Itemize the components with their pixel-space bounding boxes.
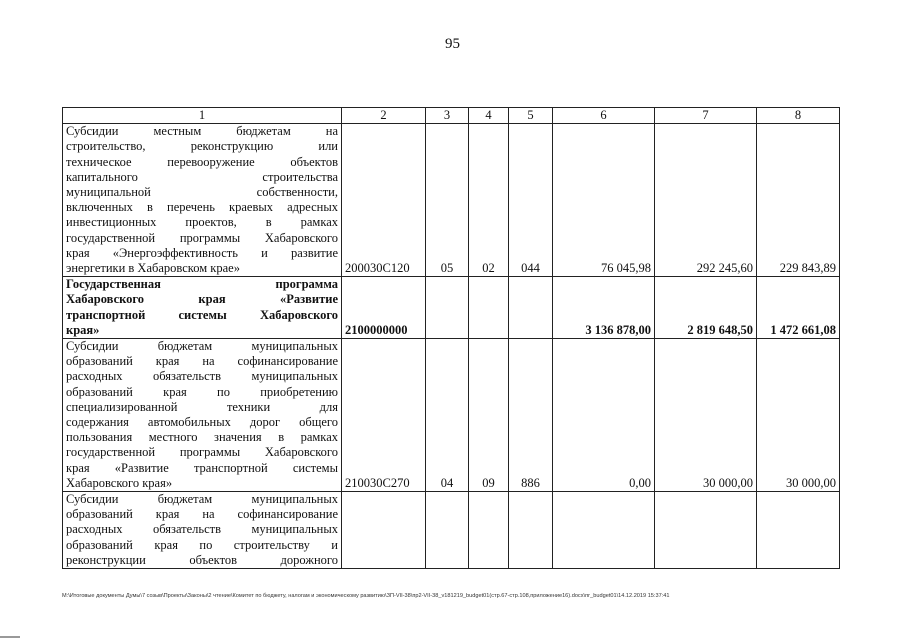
description-line: техническое перевооружение объектов bbox=[66, 154, 338, 169]
description-line: образований края на софинансирование bbox=[66, 507, 338, 522]
table-header-row bbox=[63, 108, 840, 124]
col-header-5: 5 bbox=[509, 108, 553, 124]
description-line: капитального строительства bbox=[66, 169, 338, 184]
description-line: Государственная программа bbox=[66, 277, 338, 292]
row-section: 04 bbox=[426, 339, 469, 492]
row-amount-col7 bbox=[655, 492, 757, 569]
row-amount-col8 bbox=[757, 492, 840, 569]
row-code bbox=[342, 492, 426, 569]
col-header-6: 6 bbox=[553, 108, 655, 124]
budget-table bbox=[62, 107, 840, 569]
col-header-2: 2 bbox=[342, 108, 426, 124]
col-header-7: 7 bbox=[655, 108, 757, 124]
page-edge-mark bbox=[0, 636, 20, 638]
row-amount-col7: 2 819 648,50 bbox=[655, 277, 757, 339]
row-amount-col6: 0,00 bbox=[553, 339, 655, 492]
row-subsection: 09 bbox=[469, 339, 509, 492]
row-description bbox=[63, 124, 342, 277]
table-row bbox=[63, 339, 840, 492]
description-line: государственной программы Хабаровского bbox=[66, 230, 338, 245]
description-line: Субсидии местным бюджетам на bbox=[66, 124, 338, 139]
description-line: расходных обязательств муниципальных bbox=[66, 369, 338, 384]
description-line: образований края по приобретению bbox=[66, 384, 338, 399]
row-description bbox=[63, 339, 342, 492]
description-line: края «Развитие транспортной системы bbox=[66, 460, 338, 475]
description-line: пользования местного значения в рамках bbox=[66, 430, 338, 445]
table-row bbox=[63, 124, 840, 277]
row-code: 200030С120 bbox=[342, 124, 426, 277]
row-expense-type bbox=[509, 277, 553, 339]
row-subsection bbox=[469, 277, 509, 339]
description-line: инвестиционных проектов, в рамках bbox=[66, 215, 338, 230]
description-line: транспортной системы Хабаровского bbox=[66, 307, 338, 322]
table-row bbox=[63, 277, 840, 339]
row-amount-col8: 1 472 661,08 bbox=[757, 277, 840, 339]
row-amount-col6 bbox=[553, 492, 655, 569]
col-header-3: 3 bbox=[426, 108, 469, 124]
col-header-1: 1 bbox=[63, 108, 342, 124]
table-row bbox=[63, 492, 840, 569]
col-header-8: 8 bbox=[757, 108, 840, 124]
description-line: государственной программы Хабаровского bbox=[66, 445, 338, 460]
file-path-footer: M:\Итоговые документы Думы\7 созыв\Проекты\Законы\2 чтение\Комитет по бюджету, налогам и экономическому развитию\ЗП-VII-38\пр2-VII-38_v181219_budget01(стр.67-стр.108,приложение16).docx\пг_budget01\14.12.2019 15:37:41 bbox=[62, 593, 670, 599]
row-expense-type bbox=[509, 492, 553, 569]
row-section: 05 bbox=[426, 124, 469, 277]
description-line: Хабаровского края «Развитие bbox=[66, 292, 338, 307]
description-line: края» bbox=[66, 322, 100, 337]
description-line: включенных в перечень краевых адресных bbox=[66, 200, 338, 215]
description-line: Субсидии бюджетам муниципальных bbox=[66, 339, 338, 354]
row-amount-col6: 3 136 878,00 bbox=[553, 277, 655, 339]
description-line: расходных обязательств муниципальных bbox=[66, 522, 338, 537]
row-section bbox=[426, 277, 469, 339]
description-line: образований края на софинансирование bbox=[66, 354, 338, 369]
row-description bbox=[63, 277, 342, 339]
row-expense-type: 044 bbox=[509, 124, 553, 277]
row-code: 2100000000 bbox=[342, 277, 426, 339]
row-subsection bbox=[469, 492, 509, 569]
description-line: Хабаровского края» bbox=[66, 475, 173, 490]
description-line: муниципальной собственности, bbox=[66, 185, 338, 200]
row-code: 210030С270 bbox=[342, 339, 426, 492]
description-line: Субсидии бюджетам муниципальных bbox=[66, 492, 338, 507]
description-line: края «Энергоэффективность и развитие bbox=[66, 245, 338, 260]
row-amount-col8: 30 000,00 bbox=[757, 339, 840, 492]
row-amount-col7: 30 000,00 bbox=[655, 339, 757, 492]
row-description bbox=[63, 492, 342, 569]
row-amount-col6: 76 045,98 bbox=[553, 124, 655, 277]
page-number: 95 bbox=[445, 36, 460, 52]
row-section bbox=[426, 492, 469, 569]
row-subsection: 02 bbox=[469, 124, 509, 277]
description-line: содержания автомобильных дорог общего bbox=[66, 415, 338, 430]
row-expense-type: 886 bbox=[509, 339, 553, 492]
description-line: реконструкции объектов дорожного bbox=[66, 552, 338, 567]
description-line: энергетики в Хабаровском крае» bbox=[66, 261, 240, 276]
col-header-4: 4 bbox=[469, 108, 509, 124]
row-amount-col7: 292 245,60 bbox=[655, 124, 757, 277]
description-line: специализированной техники для bbox=[66, 399, 338, 414]
row-amount-col8: 229 843,89 bbox=[757, 124, 840, 277]
description-line: образований края по строительству и bbox=[66, 537, 338, 552]
description-line: строительство, реконструкцию или bbox=[66, 139, 338, 154]
